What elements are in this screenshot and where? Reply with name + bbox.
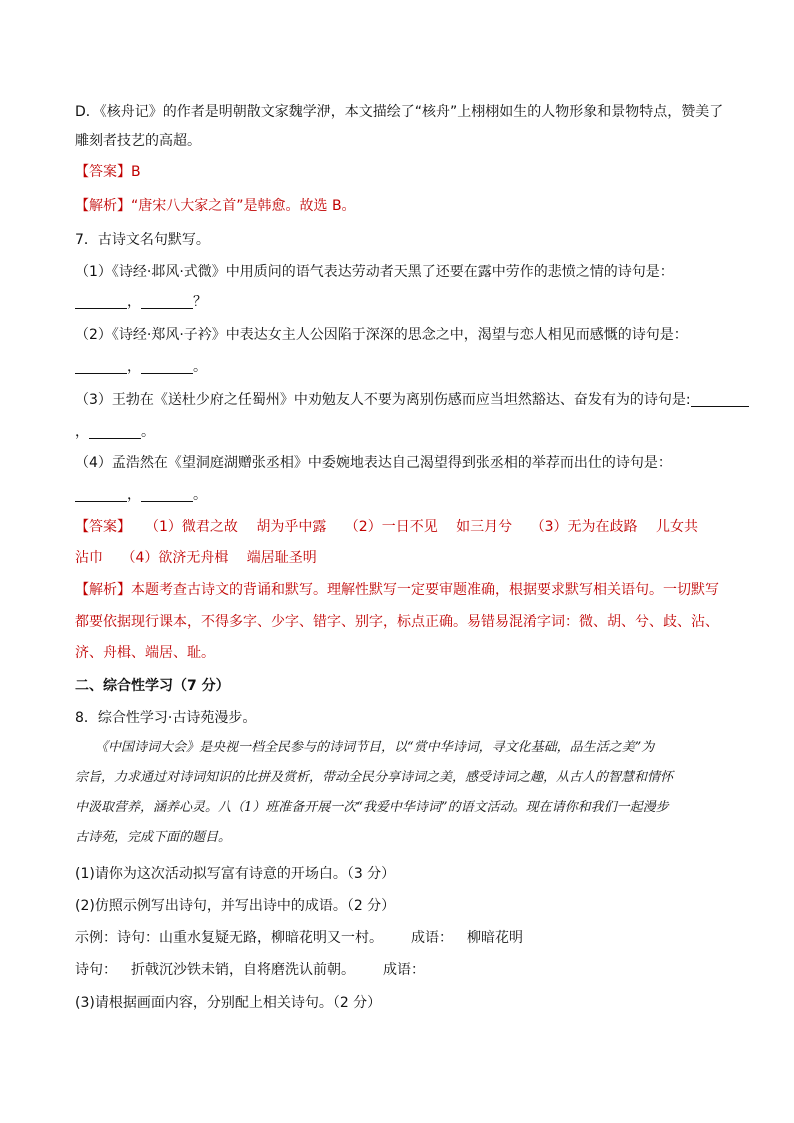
analysis-text-line1: 本题考查古诗文的背诵和默写。理解性默写一定要审题准确，根据要求默写相关语句。一切默写 (131, 582, 719, 598)
answer-blank (75, 487, 127, 502)
blank-end: 。 (193, 359, 207, 375)
example-poem: 山重水复疑无路，柳暗花明又一村。 (159, 930, 383, 946)
q7-analysis-line1 (75, 580, 719, 600)
q8-intro-line2: 宗旨，力求通过对诗词知识的比拼及赏析，带动全民分享诗词之美，感受诗词之趣，从古人的智慧和情怀 (75, 770, 674, 785)
q8-poem (75, 960, 425, 980)
q8-title: 8．综合性学习·古诗苑漫步。 (75, 710, 257, 726)
q8-sub1: (1)请你为这次活动拟写富有诗意的开场白。（3 分） (75, 866, 396, 882)
blank-end: 。 (141, 424, 155, 440)
blank-end: ？ (193, 294, 207, 310)
q8-example (75, 928, 523, 948)
q8-intro-line4: 古诗苑，完成下面的题目。 (75, 830, 232, 845)
answer-text: B (131, 164, 141, 180)
answer-blank (141, 359, 193, 374)
poem-label: 诗句： (75, 962, 117, 978)
q7-item2-blanks (75, 357, 207, 377)
q6-analysis (75, 196, 356, 216)
answer-blank (141, 294, 193, 309)
q7-analysis-line3: 济、舟楫、端居、耻。 (75, 645, 215, 661)
blank-separator: ， (127, 359, 141, 375)
example-idiom-label: 成语： (411, 930, 453, 946)
q7-answer-line2: 沾巾 （4）欲济无舟楫 端居耻圣明 (75, 550, 317, 566)
q7-answer-line1 (75, 517, 698, 537)
q6-answer (75, 162, 141, 182)
blank-separator: ， (127, 294, 141, 310)
analysis-label: 【解析】 (75, 582, 131, 598)
analysis-label: 【解析】 (75, 198, 131, 214)
q7-item1: （1）《诗经·邶风·式微》中用质问的语气表达劳动者天黑了还要在露中劳作的悲愤之情的诗句是： (75, 264, 674, 280)
q8-sub2: (2)仿照示例写出诗句，并写出诗中的成语。（2 分） (75, 898, 396, 914)
answer-blank (75, 359, 127, 374)
answer-blank (141, 487, 193, 502)
answer-blank (691, 392, 749, 407)
blank-end: 。 (193, 487, 207, 503)
q7-item4-blanks (75, 485, 207, 505)
example-idiom: 柳暗花明 (467, 930, 523, 946)
answer-blank (75, 294, 127, 309)
answer-label: 【答案】 (75, 519, 131, 535)
q7-title: 7．古诗文名句默写。 (75, 232, 210, 248)
poem-text: 折戟沉沙铁未销，自将磨洗认前朝。 (131, 962, 355, 978)
q8-intro-line1: 《中国诗词大会》是央视一档全民参与的诗词节目，以“赏中华诗词，寻文化基础，品生活之美”为 (95, 740, 655, 755)
q8-sub3: (3)请根据画面内容，分别配上相关诗句。（2 分） (75, 995, 382, 1011)
q7-item3-blanks (75, 422, 155, 442)
q6-option-d-line1: D．《核舟记》的作者是明朝散文家魏学洢，本文描绘了“核舟”上栩栩如生的人物形象和景物特点，赞美了 (75, 104, 724, 120)
q7-item3-text: （3）王勃在《送杜少府之任蜀州》中劝勉友人不要为离别伤感而应当坦然豁达、奋发有为的诗句是: (75, 392, 691, 408)
section2-title: 二、综合性学习（7 分） (75, 678, 230, 694)
q7-item4: （4）孟浩然在《望洞庭湖赠张丞相》中委婉地表达自己渴望得到张丞相的举荐而出仕的诗句是： (75, 455, 672, 471)
q7-item3 (75, 390, 749, 410)
q6-option-d-line2: 雕刻者技艺的高超。 (75, 133, 201, 149)
answer-label: 【答案】 (75, 164, 131, 180)
example-label: 示例：诗句： (75, 930, 159, 946)
q8-intro-line3: 中汲取营养，涵养心灵。八（1）班准备开展一次“我爱中华诗词”的语文活动。现在请你和我们一起漫步 (75, 800, 669, 815)
blank-separator: ， (75, 424, 89, 440)
blank-separator: ， (127, 487, 141, 503)
q7-item1-blanks (75, 292, 207, 312)
q7-analysis-line2: 都要依据现行课本，不得多字、少字、错字、别字，标点正确。易错易混淆字词：微、胡、兮、歧、沾、 (75, 614, 719, 630)
answer-text-line1: （1）微君之故 胡为乎中露 （2）一日不见 如三月兮 （3）无为在歧路 儿女共 (145, 519, 698, 535)
q7-item2: （2）《诗经·郑风·子衿》中表达女主人公因陷于深深的思念之中，渴望与恋人相见而感慨的诗句是： (75, 327, 688, 343)
idiom-label: 成语： (383, 962, 425, 978)
analysis-text: “唐宋八大家之首”是韩愈。故选 B。 (131, 198, 356, 214)
answer-blank (89, 424, 141, 439)
